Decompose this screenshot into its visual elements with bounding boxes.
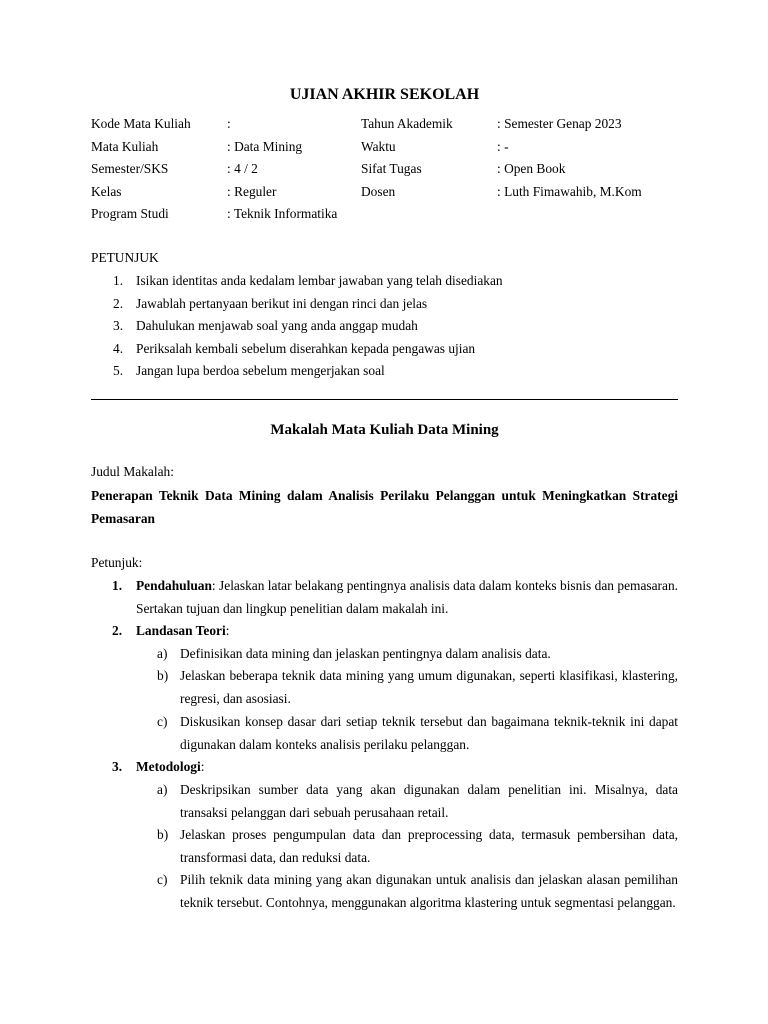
- sub-letter: b): [157, 668, 169, 683]
- section-heading: Metodologi: [136, 759, 201, 774]
- info-label: Semester/SKS: [91, 161, 169, 176]
- sub-text: Deskripsikan sumber data yang akan digunakan dalam penelitian ini. Misalnya, data transaksi pelanggan dari sebuah perusahaan retail.: [180, 782, 678, 820]
- section-title: Makalah Mata Kuliah Data Mining: [270, 422, 499, 438]
- item-number: 1.: [113, 273, 124, 288]
- sub-text: Diskusikan konsep dasar dari setiap teknik tersebut dan bagaimana teknik-teknik ini dapat digunakan dalam konteks analisis perilaku pelanggan.: [180, 714, 678, 752]
- section-body: [136, 620, 678, 643]
- section-text: :: [225, 623, 230, 638]
- sub-letter: c): [157, 872, 168, 887]
- sub-text: Jelaskan proses pengumpulan data dan preprocessing data, termasuk pembersihan data, transformasi data, dan reduksi data.: [180, 827, 678, 865]
- info-value: : -: [497, 138, 509, 154]
- item-number: 2.: [113, 295, 124, 311]
- info-value: :: [227, 116, 231, 131]
- item-text: Jangan lupa berdoa sebelum mengerjakan soal: [136, 363, 385, 379]
- item-number: 4.: [113, 340, 124, 356]
- judul-label: Judul Makalah:: [91, 464, 174, 479]
- info-label: Sifat Tugas: [361, 161, 422, 176]
- info-value: : Semester Genap 2023: [497, 116, 622, 131]
- info-value: : Luth Fimawahib, M.Kom: [497, 183, 642, 199]
- sub-letter: c): [157, 714, 168, 729]
- section-heading: Landasan Teori: [136, 623, 226, 638]
- sub-letter: a): [157, 646, 168, 661]
- info-label: Dosen: [361, 183, 396, 199]
- divider: [91, 399, 678, 400]
- instructions-heading: PETUNJUK: [91, 250, 159, 265]
- item-text: Periksalah kembali sebelum diserahkan kepada pengawas ujian: [136, 340, 476, 356]
- page-title: UJIAN AKHIR SEKOLAH: [289, 86, 480, 103]
- sub-text: Jelaskan beberapa teknik data mining yang umum digunakan, seperti klasifikasi, klastering, regresi, dan asosiasi.: [180, 668, 678, 706]
- info-row: [91, 158, 678, 181]
- section-body: [136, 756, 678, 779]
- info-row: [91, 113, 678, 136]
- info-row: [91, 203, 678, 226]
- sub-letter: a): [157, 782, 168, 797]
- sub-text: Pilih teknik data mining yang akan digunakan untuk analisis dan jelaskan alasan pemilihan teknik tersebut. Contohnya, menggunakan algoritma klastering untuk segmentasi pelanggan.: [180, 872, 678, 910]
- info-label: Waktu: [361, 138, 396, 154]
- item-number: 3.: [113, 318, 124, 334]
- item-text: Jawablah pertanyaan berikut ini dengan rinci dan jelas: [136, 295, 428, 311]
- info-value: : Reguler: [227, 183, 277, 199]
- section-text: : Jelaskan latar belakang pentingnya analisis data dalam konteks bisnis dan pemasaran. Sertakan tujuan dan lingkup penelitian dalam makalah ini.: [136, 578, 678, 616]
- item-text: Dahulukan menjawab soal yang anda anggap mudah: [136, 318, 418, 334]
- info-value: : Data Mining: [227, 138, 303, 154]
- info-value: : Teknik Informatika: [227, 206, 338, 221]
- section-body: [136, 575, 678, 620]
- exam-info-table: [91, 113, 678, 226]
- section-heading: Pendahuluan: [136, 578, 212, 593]
- info-label: Tahun Akademik: [361, 116, 453, 131]
- info-label: Kelas: [91, 183, 122, 199]
- sub-text: Definisikan data mining dan jelaskan pentingnya dalam analisis data.: [180, 646, 551, 661]
- info-label: Mata Kuliah: [91, 138, 159, 154]
- info-row: [91, 181, 678, 204]
- sub-letter: b): [157, 827, 169, 842]
- section-number: 2.: [112, 623, 123, 638]
- info-value: : 4 / 2: [227, 161, 258, 176]
- paper-title: Penerapan Teknik Data Mining dalam Analisis Perilaku Pelanggan untuk Meningkatkan Strategi Pemasaran: [91, 488, 678, 526]
- section-number: 3.: [112, 759, 123, 774]
- section-text: :: [200, 759, 205, 774]
- info-label: Program Studi: [91, 206, 169, 221]
- item-number: 5.: [113, 363, 124, 379]
- info-row: [91, 136, 678, 159]
- petunjuk-label: Petunjuk:: [91, 555, 143, 570]
- item-text: Isikan identitas anda kedalam lembar jawaban yang telah disediakan: [136, 273, 503, 288]
- info-label: Kode Mata Kuliah: [91, 116, 191, 131]
- section-number: 1.: [112, 578, 123, 593]
- info-value: : Open Book: [497, 161, 566, 176]
